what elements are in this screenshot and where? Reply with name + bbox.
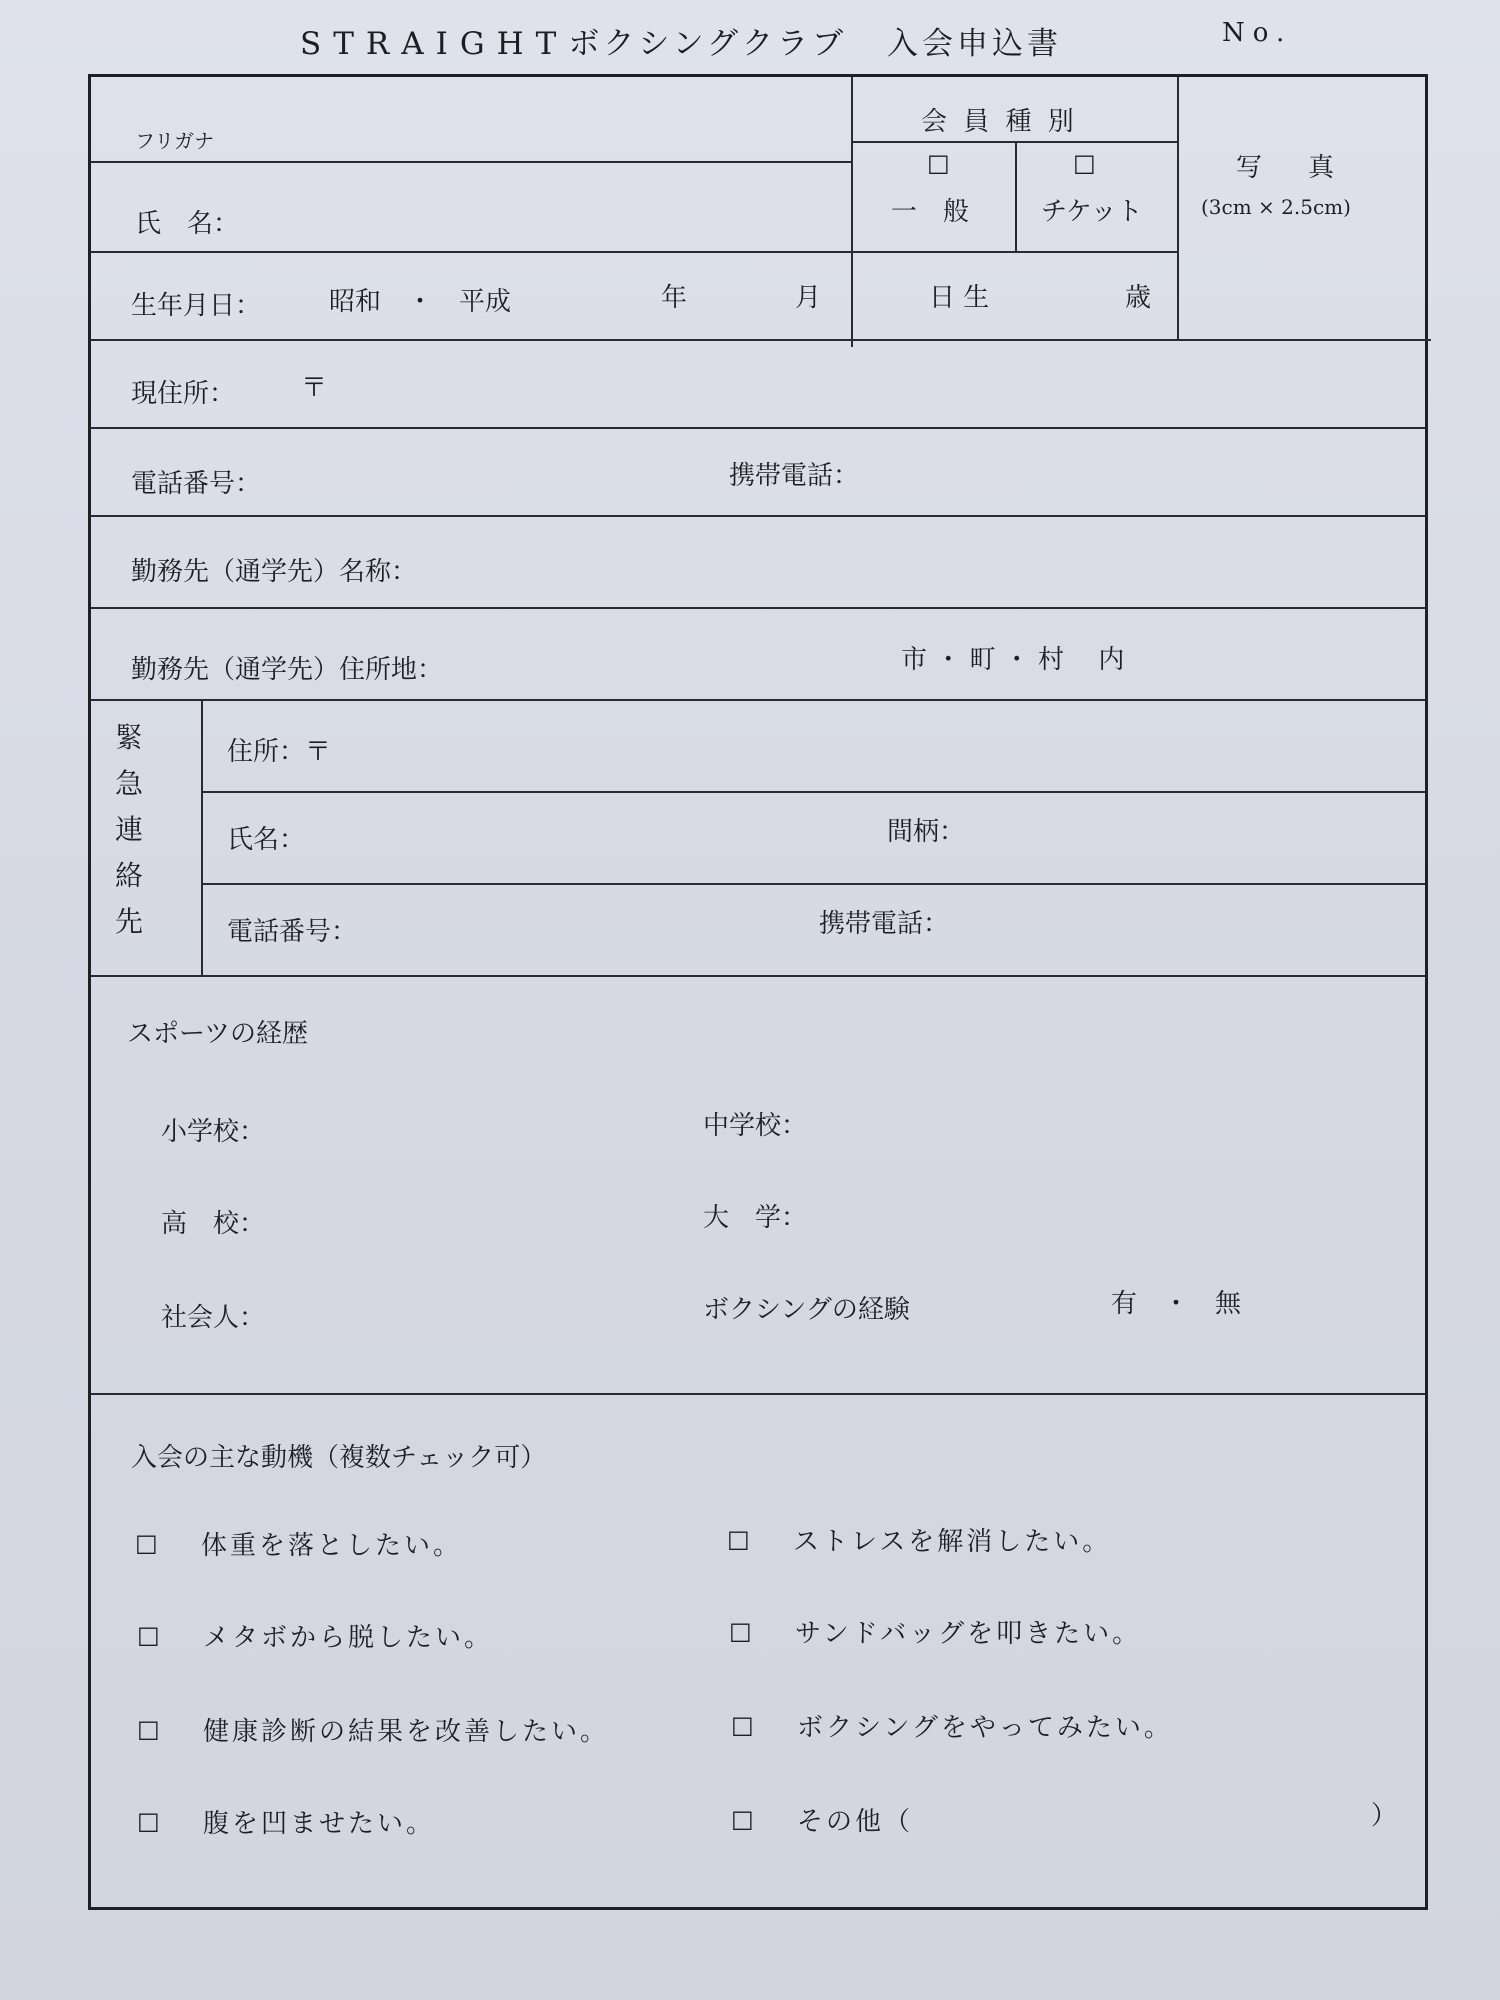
emergency-char: 連 bbox=[114, 813, 143, 846]
general-type-label: 一 般 bbox=[891, 197, 970, 227]
form-title bbox=[300, 18, 1062, 63]
divider bbox=[201, 701, 203, 977]
divider bbox=[91, 161, 851, 163]
workplace-address-label: 勤務先（通学先）住所地： bbox=[131, 655, 444, 685]
month-label: 月 bbox=[795, 283, 822, 313]
emergency-phone-label: 電話番号： bbox=[227, 917, 358, 947]
motive-left-4: 腹を凹ませたい。 bbox=[203, 1809, 436, 1839]
motive-checkbox[interactable]: □ bbox=[137, 1807, 160, 1835]
boxing-experience-label: ボクシングの経験 bbox=[703, 1295, 910, 1325]
divider bbox=[851, 141, 1177, 143]
motive-right-4: その他（ bbox=[797, 1807, 914, 1837]
ticket-type-label: チケット bbox=[1041, 197, 1143, 227]
name-label: 氏 名： bbox=[135, 209, 240, 239]
motive-checkbox[interactable]: □ bbox=[727, 1525, 750, 1553]
era-options: 昭和 ・ 平成 bbox=[329, 287, 512, 317]
yes-no-options: 有 ・ 無 bbox=[1111, 1289, 1242, 1319]
year-label: 年 bbox=[661, 283, 688, 313]
motive-checkbox[interactable]: □ bbox=[135, 1529, 158, 1557]
motive-right-3: ボクシングをやってみたい。 bbox=[797, 1713, 1173, 1743]
emergency-mobile-label: 携帯電話： bbox=[819, 909, 950, 939]
emergency-contact-section bbox=[91, 701, 1425, 977]
general-checkbox[interactable]: □ bbox=[927, 149, 950, 177]
address-label: 現住所： bbox=[131, 379, 236, 409]
motive-left-3: 健康診断の結果を改善したい。 bbox=[203, 1717, 610, 1747]
motive-checkbox[interactable]: □ bbox=[731, 1711, 754, 1739]
municipality-options: 市 ・ 町 ・ 村 内 bbox=[901, 645, 1125, 675]
birthdate-row bbox=[91, 251, 1425, 347]
emergency-char: 絡 bbox=[114, 859, 143, 892]
motive-left-2: メタボから脱したい。 bbox=[203, 1623, 494, 1653]
member-type-label: 会 員 種 別 bbox=[921, 107, 1078, 137]
university-label: 大 学： bbox=[703, 1203, 808, 1233]
emergency-char: 先 bbox=[114, 905, 143, 938]
working-adult-label: 社会人： bbox=[161, 1303, 266, 1333]
workplace-name-row bbox=[91, 517, 1425, 609]
sports-history-section bbox=[91, 977, 1425, 1395]
motive-checkbox[interactable]: □ bbox=[137, 1621, 160, 1649]
workplace-name-label: 勤務先（通学先）名称： bbox=[131, 557, 418, 587]
sports-heading: スポーツの経歴 bbox=[127, 1019, 308, 1049]
motive-checkbox[interactable]: □ bbox=[731, 1805, 754, 1833]
furigana-label: フリガナ bbox=[135, 129, 214, 153]
day-label: 日 生 bbox=[929, 283, 990, 313]
form-number-label: No. bbox=[1222, 18, 1293, 48]
phone-row bbox=[91, 429, 1425, 517]
address-row bbox=[91, 339, 1425, 429]
motive-checkbox[interactable]: □ bbox=[137, 1715, 160, 1743]
mobile-label: 携帯電話： bbox=[729, 461, 860, 491]
ticket-checkbox[interactable]: □ bbox=[1073, 149, 1096, 177]
emergency-char: 急 bbox=[114, 767, 143, 800]
emergency-name-label: 氏名： bbox=[227, 825, 306, 855]
emergency-char: 緊 bbox=[114, 721, 143, 754]
junior-high-label: 中学校： bbox=[703, 1111, 808, 1141]
photo-size-label: (3cm × 2.5cm) bbox=[1201, 195, 1351, 219]
club-latin-name: STRAIGHT bbox=[300, 26, 569, 62]
motive-checkbox[interactable]: □ bbox=[729, 1617, 752, 1645]
relationship-label: 間柄： bbox=[887, 817, 966, 847]
emergency-address-label: 住所：〒 bbox=[227, 737, 332, 767]
motives-heading: 入会の主な動機（複数チェック可） bbox=[131, 1443, 547, 1473]
document-title: 入会申込書 bbox=[886, 26, 1062, 62]
motives-section bbox=[91, 1395, 1425, 1907]
motive-right-2: サンドバッグを叩きたい。 bbox=[795, 1619, 1142, 1649]
phone-label: 電話番号： bbox=[131, 469, 262, 499]
motive-right-1: ストレスを解消したい。 bbox=[793, 1527, 1112, 1557]
divider bbox=[201, 883, 1425, 885]
photo-label: 写 真 bbox=[1236, 153, 1345, 183]
workplace-address-row bbox=[91, 609, 1425, 701]
elementary-label: 小学校： bbox=[161, 1117, 266, 1147]
other-close-paren: ） bbox=[1371, 1801, 1398, 1831]
postal-mark: 〒 bbox=[301, 373, 328, 403]
form-table bbox=[88, 74, 1428, 1910]
divider bbox=[1015, 141, 1017, 251]
divider bbox=[201, 791, 1425, 793]
motive-left-1: 体重を落としたい。 bbox=[201, 1531, 463, 1561]
birthdate-label: 生年月日： bbox=[131, 291, 262, 321]
age-label: 歳 bbox=[1125, 283, 1152, 313]
club-kana-name: ボクシングクラブ bbox=[568, 26, 847, 62]
high-school-label: 高 校： bbox=[161, 1209, 266, 1239]
emergency-side-label bbox=[109, 715, 149, 945]
